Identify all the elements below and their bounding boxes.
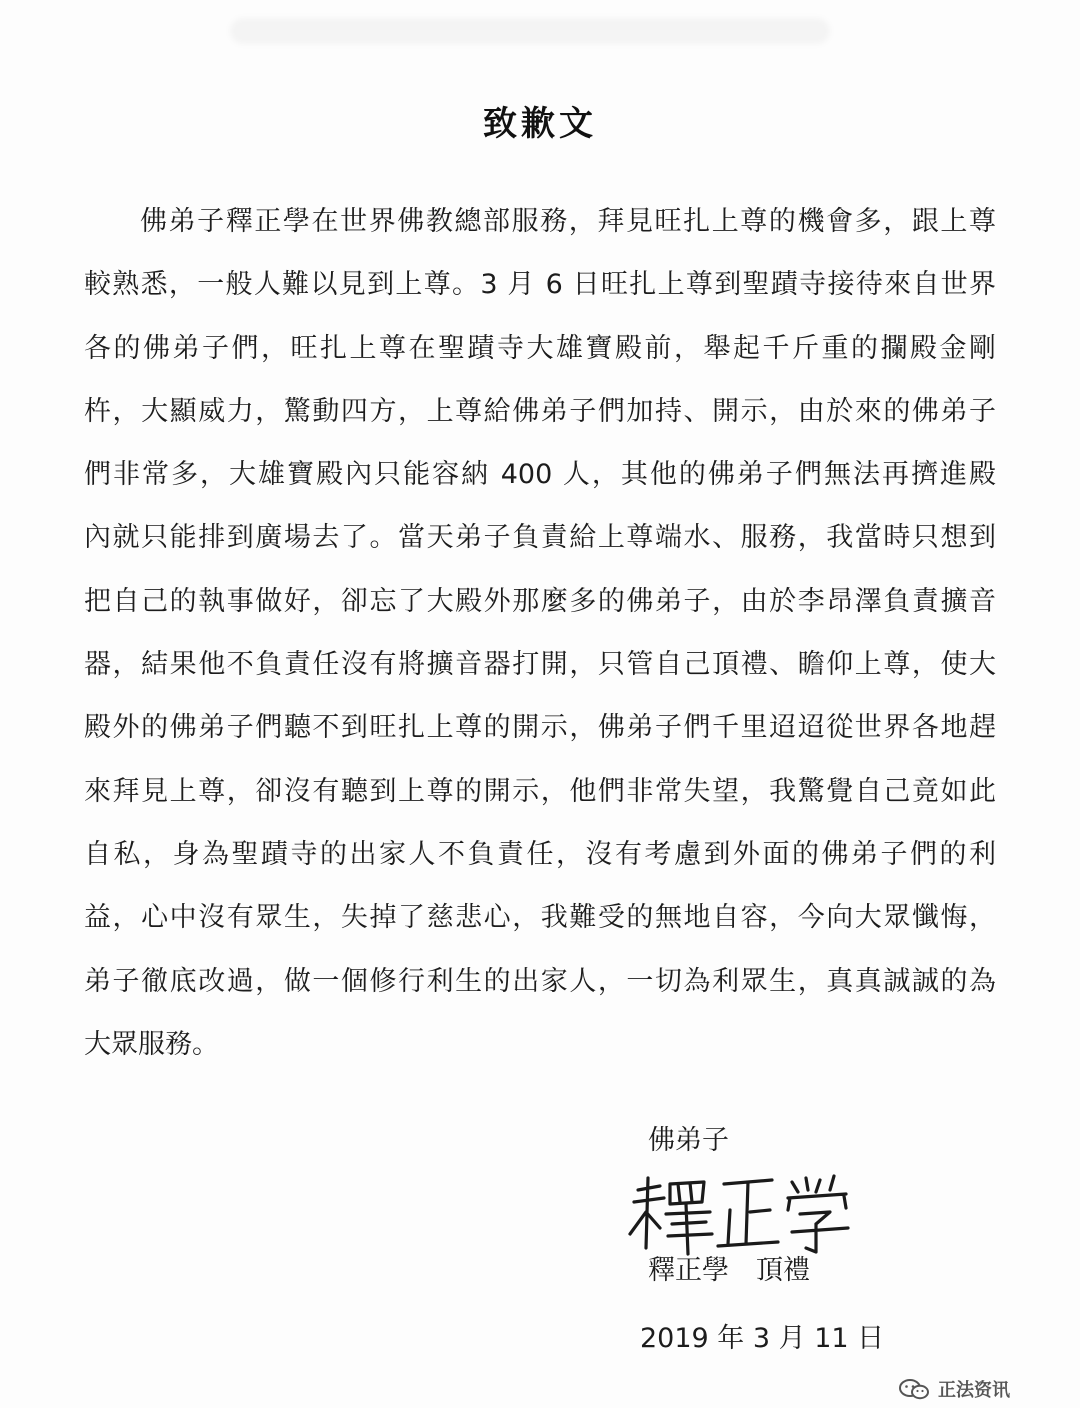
letter-body (84, 200, 996, 1086)
signer-name: 釋正學 頂禮 (648, 1255, 810, 1286)
watermark-text: 正法资讯 (938, 1380, 1010, 1401)
body-line: 們非常多，大雄寶殿內只能容納 400 人，其他的佛弟子們無法再擠進殿 (84, 459, 996, 491)
body-line: 杵，大顯威力，驚動四方，上尊給佛弟子們加持、開示，由於來的佛弟子 (84, 395, 996, 427)
body-line: 大眾服務。 (84, 1028, 219, 1060)
body-line: 內就只能排到廣場去了。當天弟子負責給上尊端水、服務，我當時只想到 (84, 522, 996, 554)
body-line: 殿外的佛弟子們聽不到旺扎上尊的開示，佛弟子們千里迢迢從世界各地趕 (84, 712, 996, 744)
wechat-icon (898, 1378, 930, 1400)
handwritten-signature (620, 1168, 860, 1258)
body-line: 較熟悉，一般人難以見到上尊。3 月 6 日旺扎上尊到聖蹟寺接待來自世界 (84, 269, 996, 301)
body-line: 益，心中沒有眾生，失掉了慈悲心，我難受的無地自容，今向大眾懺悔， (84, 902, 996, 934)
signature-label: 佛弟子 (648, 1125, 729, 1156)
page-title: 致歉文 (483, 104, 597, 144)
body-line: 弟子徹底改過，做一個修行利生的出家人，一切為利眾生，真真誠誠的為 (84, 965, 996, 997)
body-line: 各的佛弟子們，旺扎上尊在聖蹟寺大雄寶殿前，舉起千斤重的攔殿金剛 (84, 332, 996, 364)
body-line: 自私，身為聖蹟寺的出家人不負責任，沒有考慮到外面的佛弟子們的利 (84, 838, 996, 870)
account-watermark (898, 1378, 1010, 1400)
body-line: 器，結果他不負責任沒有將擴音器打開，只管自己頂禮、瞻仰上尊，使大 (84, 649, 996, 681)
paper-bleed-through (230, 18, 830, 44)
body-line: 佛弟子釋正學在世界佛教總部服務，拜見旺扎上尊的機會多，跟上尊 (140, 206, 996, 237)
body-line: 來拜見上尊，卻沒有聽到上尊的開示，他們非常失望，我驚覺自己竟如此 (84, 775, 996, 807)
body-line: 把自己的執事做好，卻忘了大殿外那麼多的佛弟子，由於李昂澤負責擴音 (84, 585, 996, 617)
letter-date: 2019 年 3 月 11 日 (640, 1323, 885, 1354)
